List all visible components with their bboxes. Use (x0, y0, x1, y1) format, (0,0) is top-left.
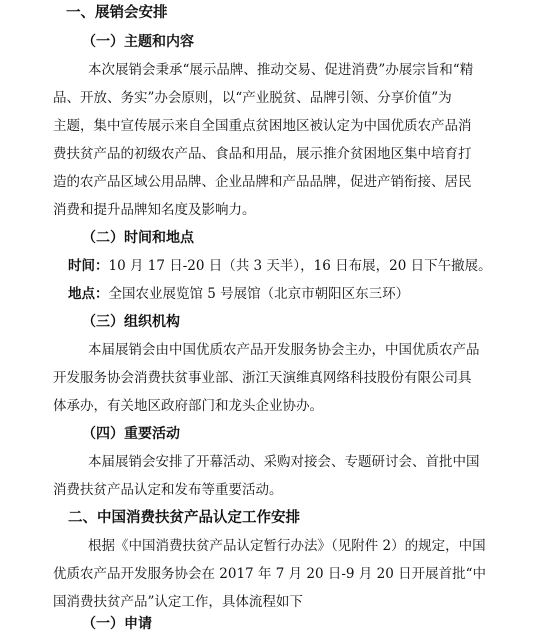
paragraph-line: 消费和提升品牌知名度及影响力。 (53, 202, 256, 218)
paragraph-line: 优质农产品开发服务协会在 2017 年 7 月 20 日-9 月 20 日开展首批“中 (53, 566, 486, 582)
paragraph-line: 体承办，有关地区政府部门和龙头企业协办。 (53, 398, 323, 414)
subsection-application-heading: （一）申请 (82, 616, 152, 632)
time-row (68, 256, 560, 276)
place-label: 地点： (68, 286, 109, 302)
paragraph-line: 费扶贫产品的初级农产品、食品和用品，展示推介贫困地区集中培育打 (53, 146, 472, 162)
paragraph-line: 主题，集中宣传展示来自全国重点贫困地区被认定为中国优质农产品消 (53, 118, 472, 134)
time-value: 10 月 17 日-20 日（共 3 天半），16 日布展，20 日下午撤展。 (108, 258, 492, 274)
subsection-activities-heading: （四）重要活动 (82, 426, 180, 442)
place-row (68, 284, 560, 304)
paragraph-line: 本届展销会由中国优质农产品开发服务协会主办，中国优质农产品 (88, 342, 480, 358)
paragraph-line: 本次展销会秉承“展示品牌、推动交易、促进消费”办展宗旨和“精 (88, 62, 474, 78)
subsection-time-place-heading: （二）时间和地点 (82, 230, 194, 246)
paragraph-line: 造的农产品区域公用品牌、企业品牌和产品品牌，促进产销衔接、居民 (53, 174, 472, 190)
paragraph-line: 本届展销会安排了开幕活动、采购对接会、专题研讨会、首批中国 (88, 454, 480, 470)
paragraph-line: 消费扶贫产品认定和发布等重要活动。 (53, 482, 283, 498)
place-value: 全国农业展览馆 5 号展馆（北京市朝阳区东三环） (108, 286, 410, 302)
paragraph-line: 开发服务协会消费扶贫事业部、浙江天演维真网络科技股份有限公司具 (53, 370, 472, 386)
paragraph-line: 品、开放、务实”办会原则，以“产业脱贫、品牌引领、分享价值”为 (53, 90, 452, 106)
paragraph-line: 根据《中国消费扶贫产品认定暂行办法》（见附件 2）的规定，中国 (88, 538, 486, 554)
subsection-organization-heading: （三）组织机构 (82, 314, 180, 330)
section-1-heading: 一、展销会安排 (66, 4, 168, 21)
section-2-heading: 二、中国消费扶贫产品认定工作安排 (68, 509, 300, 526)
time-label: 时间： (68, 258, 109, 274)
paragraph-line: 国消费扶贫产品”认定工作，具体流程如下 (53, 594, 303, 610)
subsection-theme-heading: （一）主题和内容 (82, 34, 194, 50)
